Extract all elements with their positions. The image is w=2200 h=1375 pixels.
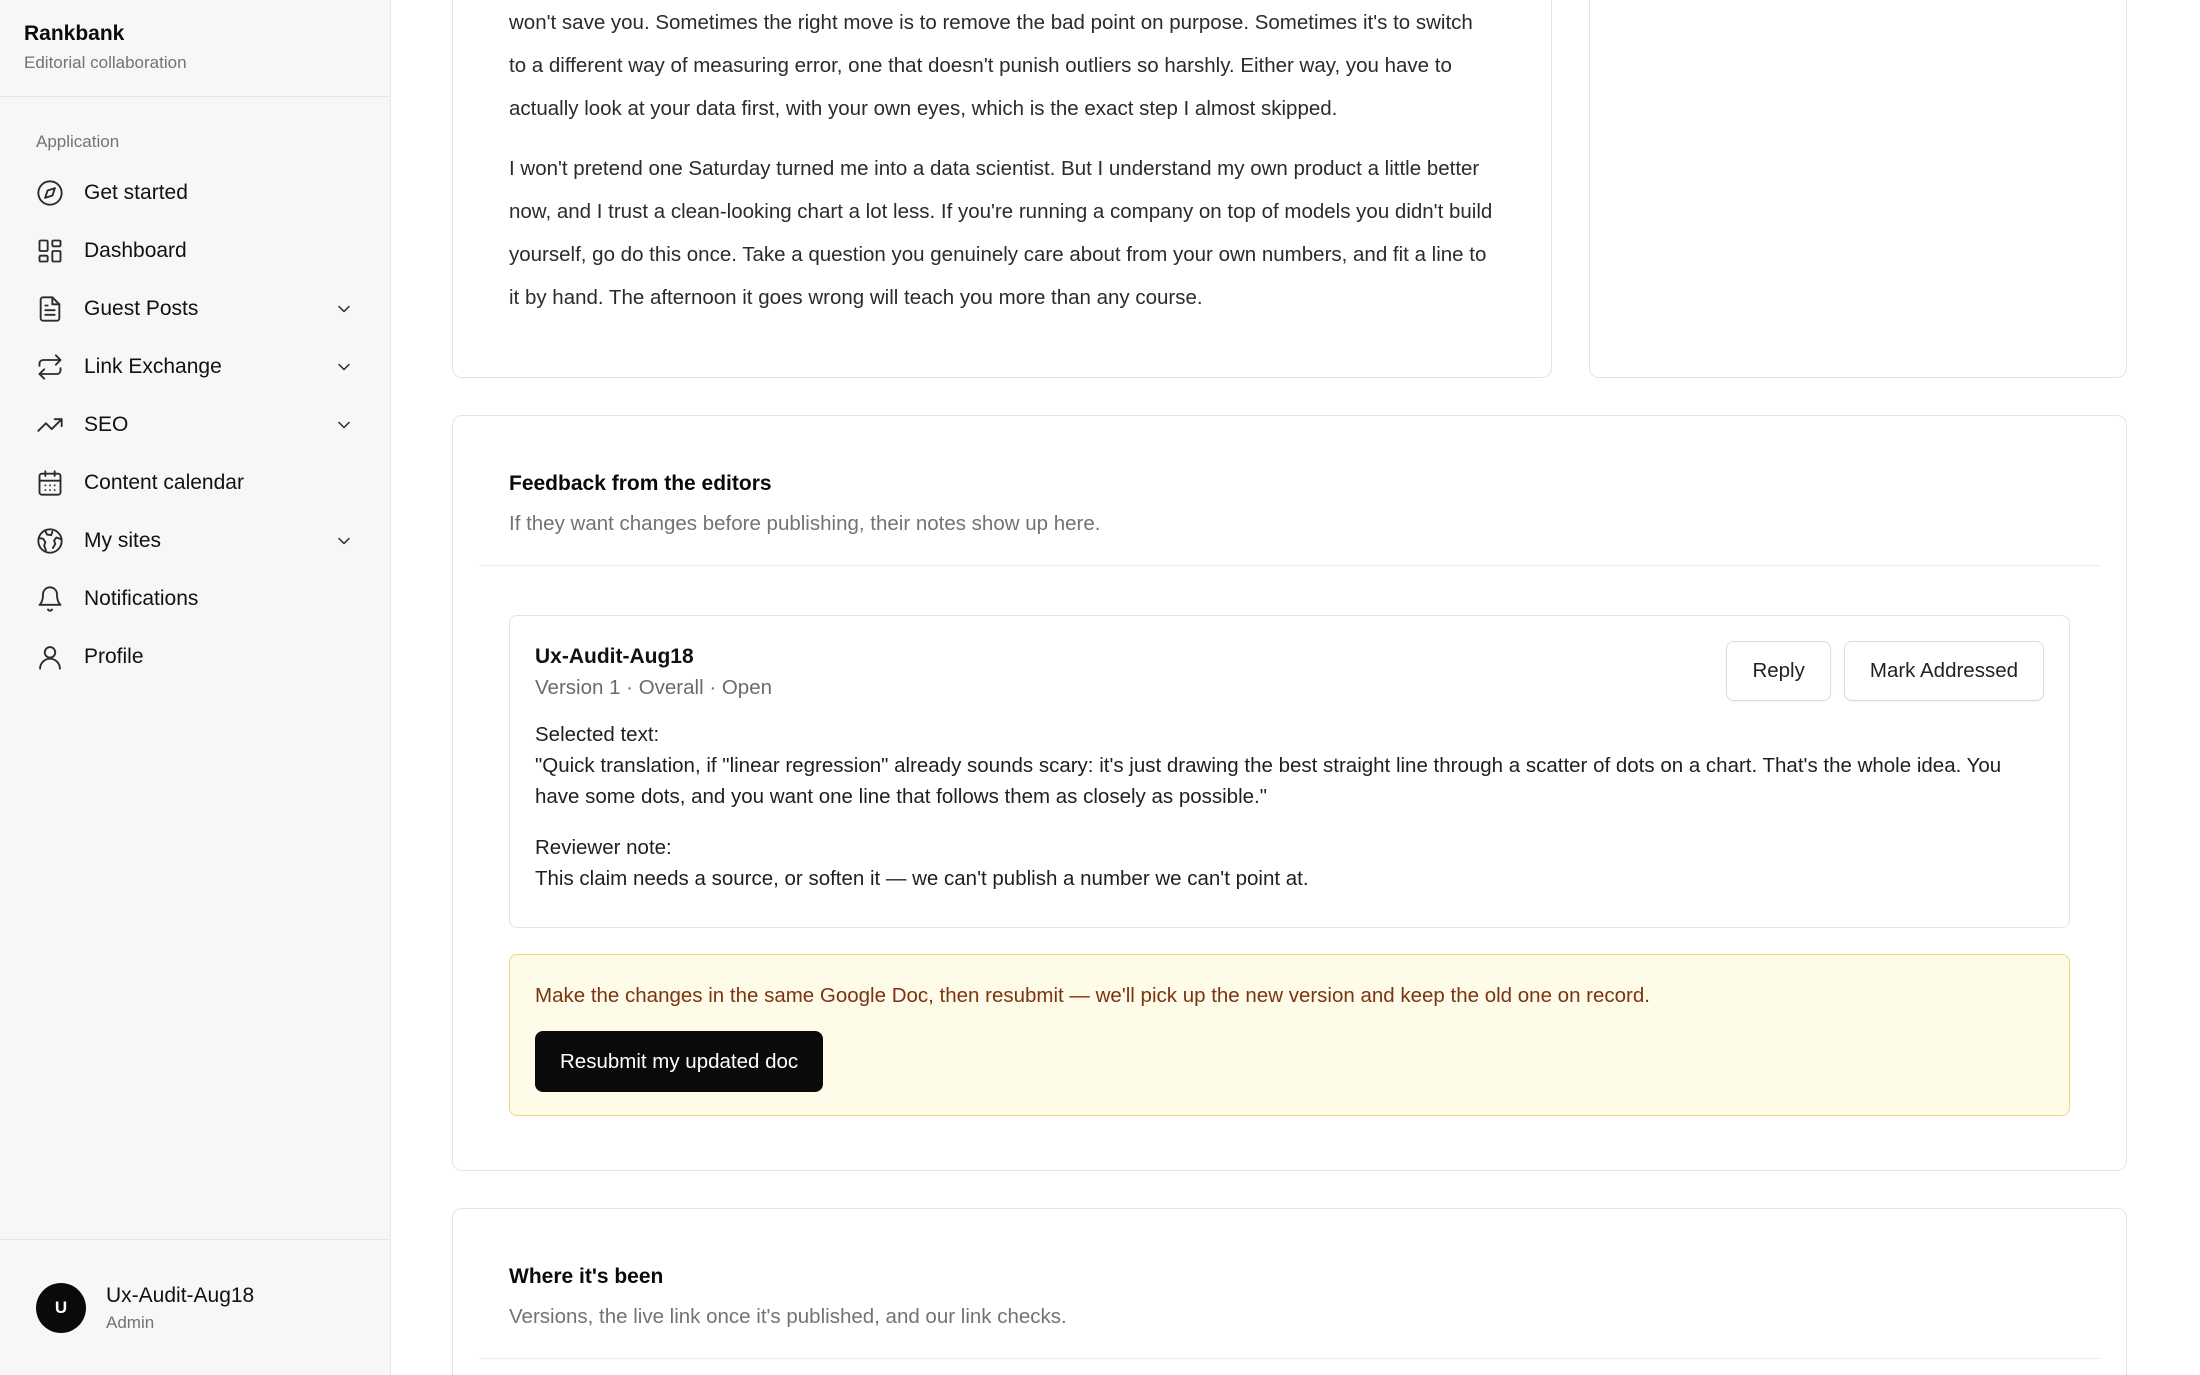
- sidebar-item-my-sites[interactable]: [24, 512, 366, 570]
- brand-name: Rankbank: [24, 22, 125, 45]
- history-description: Versions, the live link once it's published, and our link checks.: [509, 1305, 1067, 1328]
- mark-addressed-button[interactable]: Mark Addressed: [1844, 641, 2044, 701]
- brand-subtitle: Editorial collaboration: [24, 53, 187, 72]
- sidebar-item-label: Profile: [84, 645, 144, 668]
- avatar: U: [36, 1283, 86, 1333]
- feedback-card: [452, 415, 2127, 1171]
- sidebar-item-label: Get started: [84, 181, 188, 204]
- compass-icon: [36, 179, 64, 207]
- sidebar-item-seo[interactable]: [24, 396, 366, 454]
- user-name: Ux-Audit-Aug18: [106, 1283, 255, 1307]
- article-paragraph: I won't pretend one Saturday turned me into a data scientist. But I understand my own product a little better now, and I trust a clean-looking chart a lot less. If you're running a company on top of models you didn't build yourself, go do this once. Take a question you genuinely care about from your own numbers, and fit a line to it by hand. The afternoon it goes wrong will teach you more than any course.: [509, 157, 1493, 309]
- editor-comment: [509, 615, 2070, 928]
- comment-author: Ux-Audit-Aug18: [535, 645, 694, 668]
- sidebar: [0, 0, 391, 1375]
- bell-icon: [36, 585, 64, 613]
- sidebar-item-guest-posts[interactable]: [24, 280, 366, 338]
- chevron-down-icon[interactable]: [334, 415, 354, 435]
- comment-meta: Version 1 · Overall · Open: [535, 676, 772, 699]
- sidebar-item-dashboard[interactable]: [24, 222, 366, 280]
- sidebar-item-content-calendar[interactable]: [24, 454, 366, 512]
- sidebar-item-profile[interactable]: [24, 628, 366, 686]
- nav-list: [24, 164, 366, 686]
- reviewer-note: This claim needs a source, or soften it — we can't publish a number we can't point at.: [535, 867, 1309, 890]
- selected-text-label: Selected text:: [535, 723, 660, 746]
- reply-button[interactable]: Reply: [1726, 641, 1830, 701]
- article-body: [509, 1, 1495, 319]
- sidebar-item-label: Guest Posts: [84, 297, 199, 320]
- sidebar-item-label: Notifications: [84, 587, 199, 610]
- history-header: [479, 1209, 2100, 1359]
- comment-body: [535, 719, 2044, 894]
- chevron-down-icon[interactable]: [334, 357, 354, 377]
- article-paragraph: won't save you. Sometimes the right move is to remove the bad point on purpose. Sometimes it's to switch to a different way of measuring error, one that doesn't punish outliers so harshly. Either way, you have to actually look at your data first, with your own eyes, which is the exact step I almost skipped.: [509, 11, 1473, 120]
- chevron-down-icon[interactable]: [334, 531, 354, 551]
- comment-actions: [1726, 641, 2044, 701]
- feedback-description: If they want changes before publishing, their notes show up here.: [509, 512, 1101, 535]
- nav-group-application: [0, 129, 390, 686]
- user-menu[interactable]: [0, 1239, 390, 1375]
- brand: [0, 0, 390, 97]
- reviewer-note-label: Reviewer note:: [535, 836, 672, 859]
- notice-text: Make the changes in the same Google Doc, then resubmit — we'll pick up the new version and keep the old one on record.: [535, 984, 1650, 1007]
- sidebar-item-label: Content calendar: [84, 471, 244, 494]
- sidebar-item-link-exchange[interactable]: [24, 338, 366, 396]
- resubmit-notice: [509, 954, 2070, 1116]
- nav-group-label: Application: [36, 132, 120, 151]
- user-icon: [36, 643, 64, 671]
- sidebar-item-notifications[interactable]: [24, 570, 366, 628]
- feedback-header: [479, 416, 2100, 566]
- sidebar-item-label: Link Exchange: [84, 355, 222, 378]
- resubmit-button[interactable]: Resubmit my updated doc: [535, 1031, 823, 1092]
- sidebar-item-label: SEO: [84, 413, 129, 436]
- trending-up-icon: [36, 411, 64, 439]
- article-card: [452, 0, 1552, 378]
- repeat-icon: [36, 353, 64, 381]
- document-icon: [36, 295, 64, 323]
- sidebar-item-get-started[interactable]: [24, 164, 366, 222]
- history-title: Where it's been: [509, 1265, 664, 1288]
- globe-icon: [36, 527, 64, 555]
- chevron-down-icon[interactable]: [334, 299, 354, 319]
- selected-text: "Quick translation, if "linear regression" already sounds scary: it's just drawing the best straight line through a scatter of dots on a chart. That's the whole idea. You have some dots, and you want one line that follows them as closely as possible.": [535, 754, 2002, 808]
- dashboard-icon: [36, 237, 64, 265]
- main-content: [391, 0, 2200, 1375]
- user-role: Admin: [106, 1312, 155, 1332]
- sidebar-item-label: My sites: [84, 529, 162, 552]
- calendar-icon: [36, 469, 64, 497]
- feedback-title: Feedback from the editors: [509, 472, 772, 495]
- side-panel-card: [1589, 0, 2127, 378]
- history-card: [452, 1208, 2127, 1375]
- user-info: [106, 1283, 254, 1333]
- sidebar-item-label: Dashboard: [84, 239, 187, 262]
